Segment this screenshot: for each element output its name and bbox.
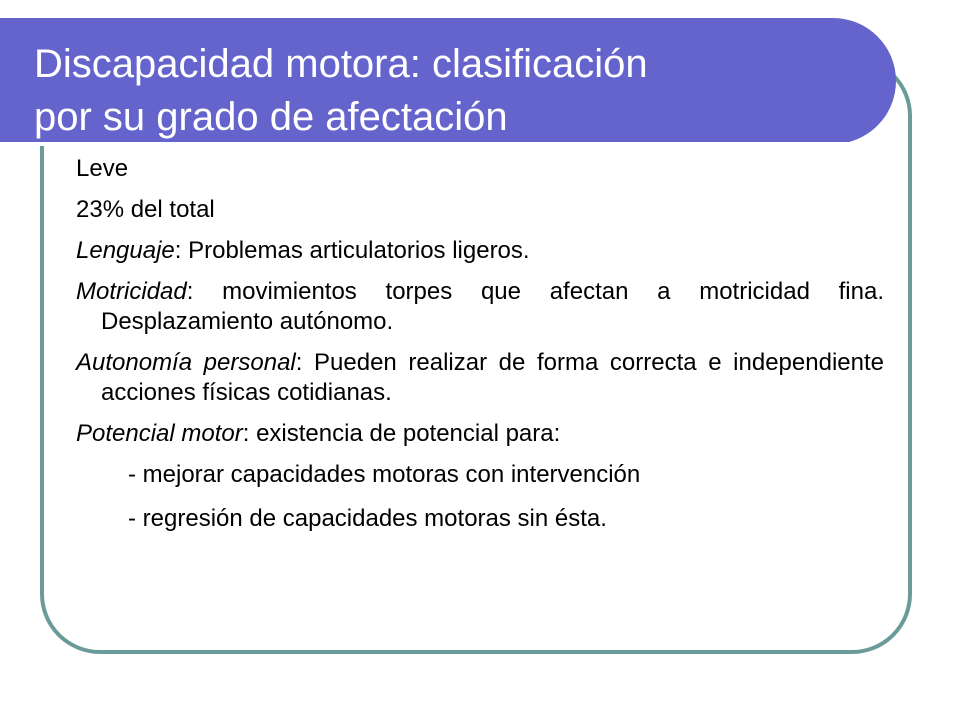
- title-line-1: Discapacidad motora: clasificación: [34, 42, 648, 86]
- item-text: : existencia de potencial para:: [242, 420, 561, 447]
- item-text: : Pueden realizar de forma correcta e independiente acciones físicas cotidianas.: [101, 349, 884, 406]
- subitem-mejorar: - mejorar capacidades motoras con intervención: [128, 461, 641, 488]
- title-line-2: por su grado de afectación: [34, 95, 508, 139]
- item-term: Motricidad: [76, 278, 187, 305]
- slide-body: [76, 154, 884, 548]
- percent-label: 23% del total: [76, 196, 215, 223]
- item-term: Lenguaje: [76, 237, 175, 264]
- title-underline: [0, 142, 848, 146]
- level-label: Leve: [76, 155, 129, 182]
- item-text: : Problemas articulatorios ligeros.: [174, 237, 530, 264]
- item-term: Potencial motor: [76, 420, 243, 447]
- item-potencial: [76, 419, 884, 449]
- item-text: : movimientos torpes que afectan a motricidad fina. Desplazamiento autónomo.: [101, 278, 884, 335]
- item-autonomia: [76, 348, 884, 408]
- title-banner: [0, 18, 896, 144]
- slide-title: [34, 38, 874, 144]
- item-lenguaje: [76, 236, 884, 266]
- item-motricidad: [76, 277, 884, 337]
- item-term: Autonomía personal: [76, 349, 296, 376]
- subitem-regresion: - regresión de capacidades motoras sin ésta.: [128, 505, 607, 532]
